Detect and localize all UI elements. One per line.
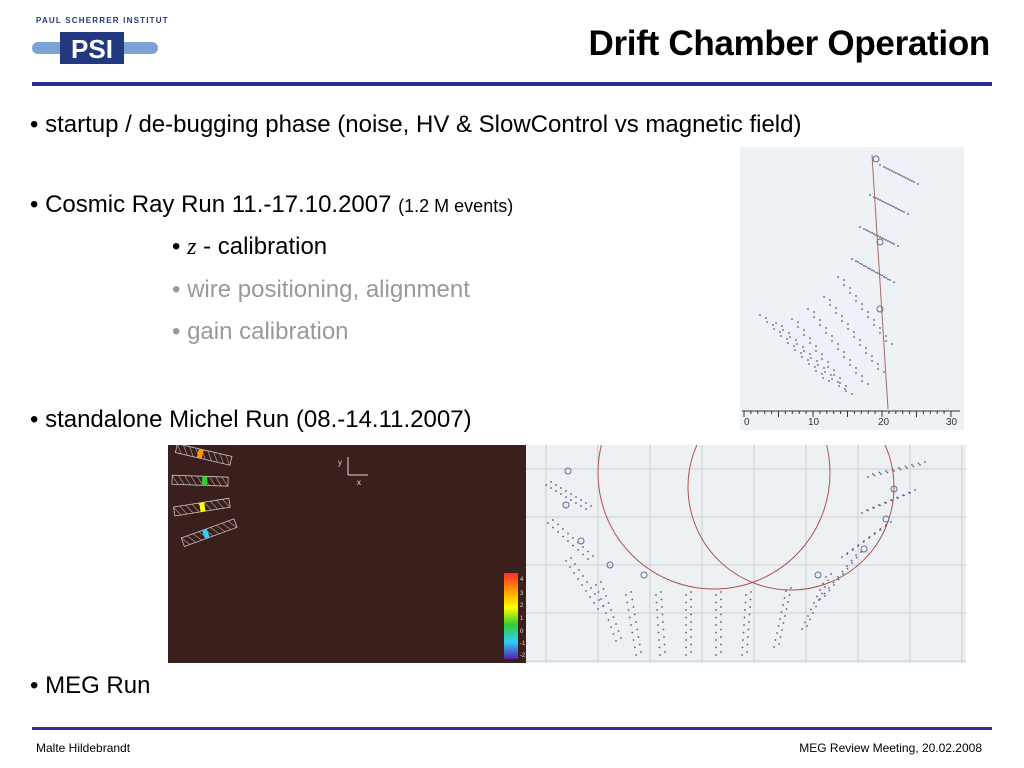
scale-tick: -1	[520, 641, 526, 647]
cosmic-tick-10: 10	[808, 417, 820, 428]
psi-logo-graphic	[30, 18, 160, 70]
logo-text: PSI	[71, 34, 113, 64]
cosmic-tick-0: 0	[744, 417, 750, 428]
header-rule	[32, 82, 992, 86]
cosmic-tick-20: 20	[878, 417, 890, 428]
bullet-meg-run: • MEG Run	[30, 672, 151, 699]
color-scale-bar	[504, 573, 518, 659]
bullet-cosmic-run	[30, 191, 513, 219]
scale-tick: 4	[520, 577, 524, 583]
footer-author: Malte Hildebrandt	[36, 741, 131, 755]
cosmic-event-display	[740, 147, 964, 430]
psi-logo	[30, 18, 160, 70]
bullet-cosmic-run-note: (1.2 M events)	[398, 196, 514, 216]
logo-caption: PAUL SCHERRER INSTITUT	[36, 16, 169, 25]
sub-bullet-z-calibration	[172, 233, 327, 261]
michel-event-display	[526, 445, 966, 663]
scale-tick: 1	[520, 616, 524, 622]
bullet-startup: • startup / de-bugging phase (noise, HV & SlowControl vs magnetic field)	[30, 111, 802, 138]
sub-bullet-wire-positioning: • wire positioning, alignment	[172, 276, 470, 303]
slide-title: Drift Chamber Operation	[588, 24, 990, 63]
z-symbol: z	[187, 234, 197, 260]
michel-chamber-display	[168, 445, 526, 663]
sub-bullet-marker: •	[172, 233, 188, 260]
michel-chamber-svg	[168, 445, 526, 663]
sub-bullet-gain-calibration: • gain calibration	[172, 318, 349, 345]
cosmic-tick-30: 30	[946, 417, 958, 428]
scale-tick: -2	[520, 653, 526, 659]
scale-tick: 0	[520, 629, 524, 635]
dark-axis-x: x	[357, 478, 361, 487]
michel-event-svg	[526, 445, 966, 663]
footer-rule	[32, 727, 992, 730]
cosmic-event-svg	[740, 147, 964, 430]
scale-tick: 3	[520, 591, 524, 597]
scale-tick: 2	[520, 603, 524, 609]
bullet-michel-run: • standalone Michel Run (08.-14.11.2007)	[30, 406, 472, 433]
sub-bullet-z-text: - calibration	[196, 233, 328, 260]
bullet-cosmic-run-text: • Cosmic Ray Run 11.-17.10.2007	[30, 191, 399, 218]
footer-meeting: MEG Review Meeting, 20.02.2008	[799, 741, 982, 755]
dark-axis-y: y	[338, 458, 342, 467]
